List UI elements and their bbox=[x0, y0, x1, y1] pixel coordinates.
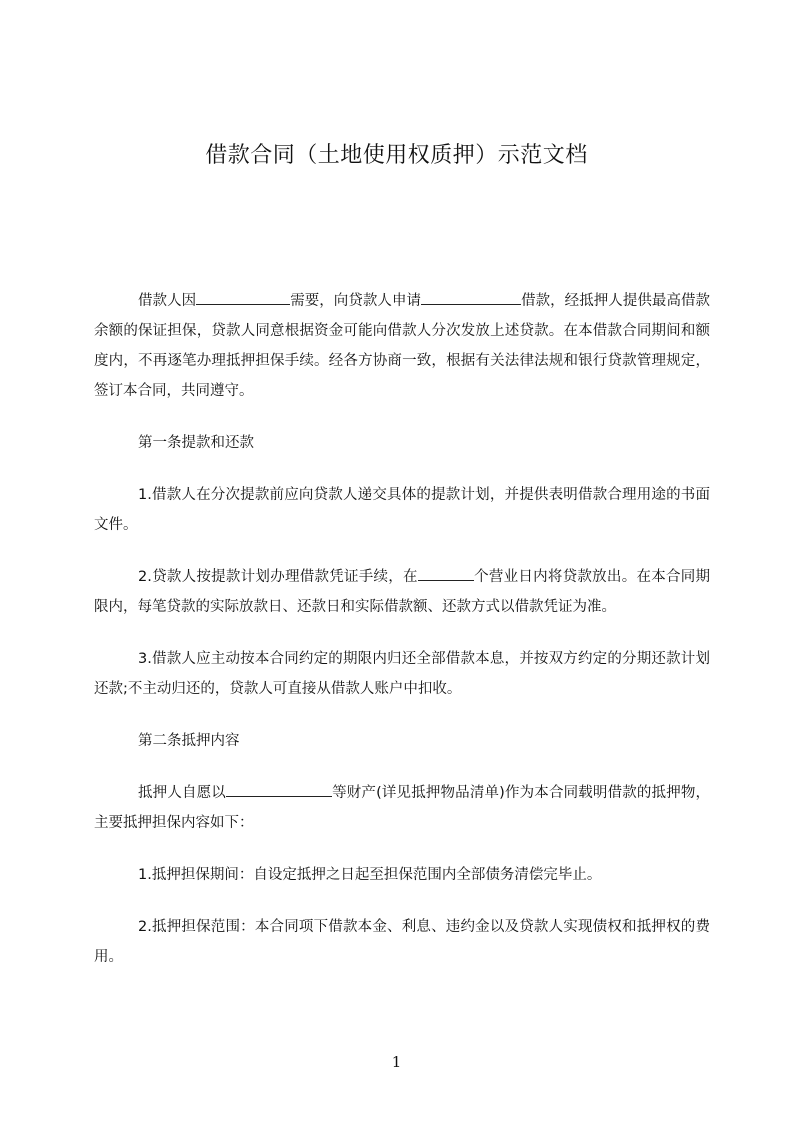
intro-text-1: 借款人因 bbox=[138, 293, 197, 309]
article-2-heading: 第二条抵押内容 bbox=[138, 733, 240, 749]
document-body bbox=[94, 286, 710, 994]
business-days-blank bbox=[418, 566, 474, 581]
article-2-intro-text-1: 抵押人自愿以 bbox=[138, 785, 226, 801]
intro-text-2: 需要，向贷款人申请 bbox=[290, 293, 422, 309]
article-2-item-1: 1.抵押担保期间：自设定抵押之日起至担保范围内全部债务清偿完毕止。 bbox=[138, 867, 602, 883]
article-1-item-2-text-1: 2.贷款人按提款计划办理借款凭证手续，在 bbox=[138, 569, 418, 585]
page-number: 1 bbox=[391, 1053, 402, 1071]
collateral-blank bbox=[226, 782, 332, 797]
intro-text-3: 借款，经抵押人提供最高借款余额的保证担保，贷款人同意根据资金可能向借款人分次发放上述贷款。在本借款合同期间和额度内，不再逐笔办理抵押担保手续。经各方协商一致，根据有关法律法规和银行贷款管理规定，签订本合同，共同遵守。 bbox=[94, 293, 711, 399]
intro-paragraph bbox=[94, 286, 710, 406]
article-1-item-2 bbox=[94, 562, 710, 622]
document-title: 借款合同（土地使用权质押）示范文档 bbox=[205, 143, 588, 168]
article-1-item-2-text-2: 个营业日内将贷款放出。在本合同期限内，每笔贷款的实际放款日、还款日和实际借款额、还款方式以借款凭证为准。 bbox=[94, 569, 710, 615]
article-1-heading: 第一条提款和还款 bbox=[138, 435, 254, 451]
article-2-intro-text-2: 等财产(详见抵押物品清单)作为本合同载明借款的抵押物，主要抵押担保内容如下： bbox=[94, 785, 711, 831]
purpose-blank bbox=[196, 290, 290, 305]
article-2-intro bbox=[94, 778, 710, 838]
article-1-item-1: 1.借款人在分次提款前应向贷款人递交具体的提款计划，并提供表明借款合理用途的书面文件。 bbox=[94, 487, 710, 533]
loan-amount-blank bbox=[421, 290, 521, 305]
article-1-item-3: 3.借款人应主动按本合同约定的期限内归还全部借款本息，并按双方约定的分期还款计划还款;不主动归还的，贷款人可直接从借款人账户中扣收。 bbox=[94, 651, 710, 697]
article-2-item-2: 2.抵押担保范围：本合同项下借款本金、利息、违约金以及贷款人实现债权和抵押权的费用。 bbox=[94, 919, 710, 965]
